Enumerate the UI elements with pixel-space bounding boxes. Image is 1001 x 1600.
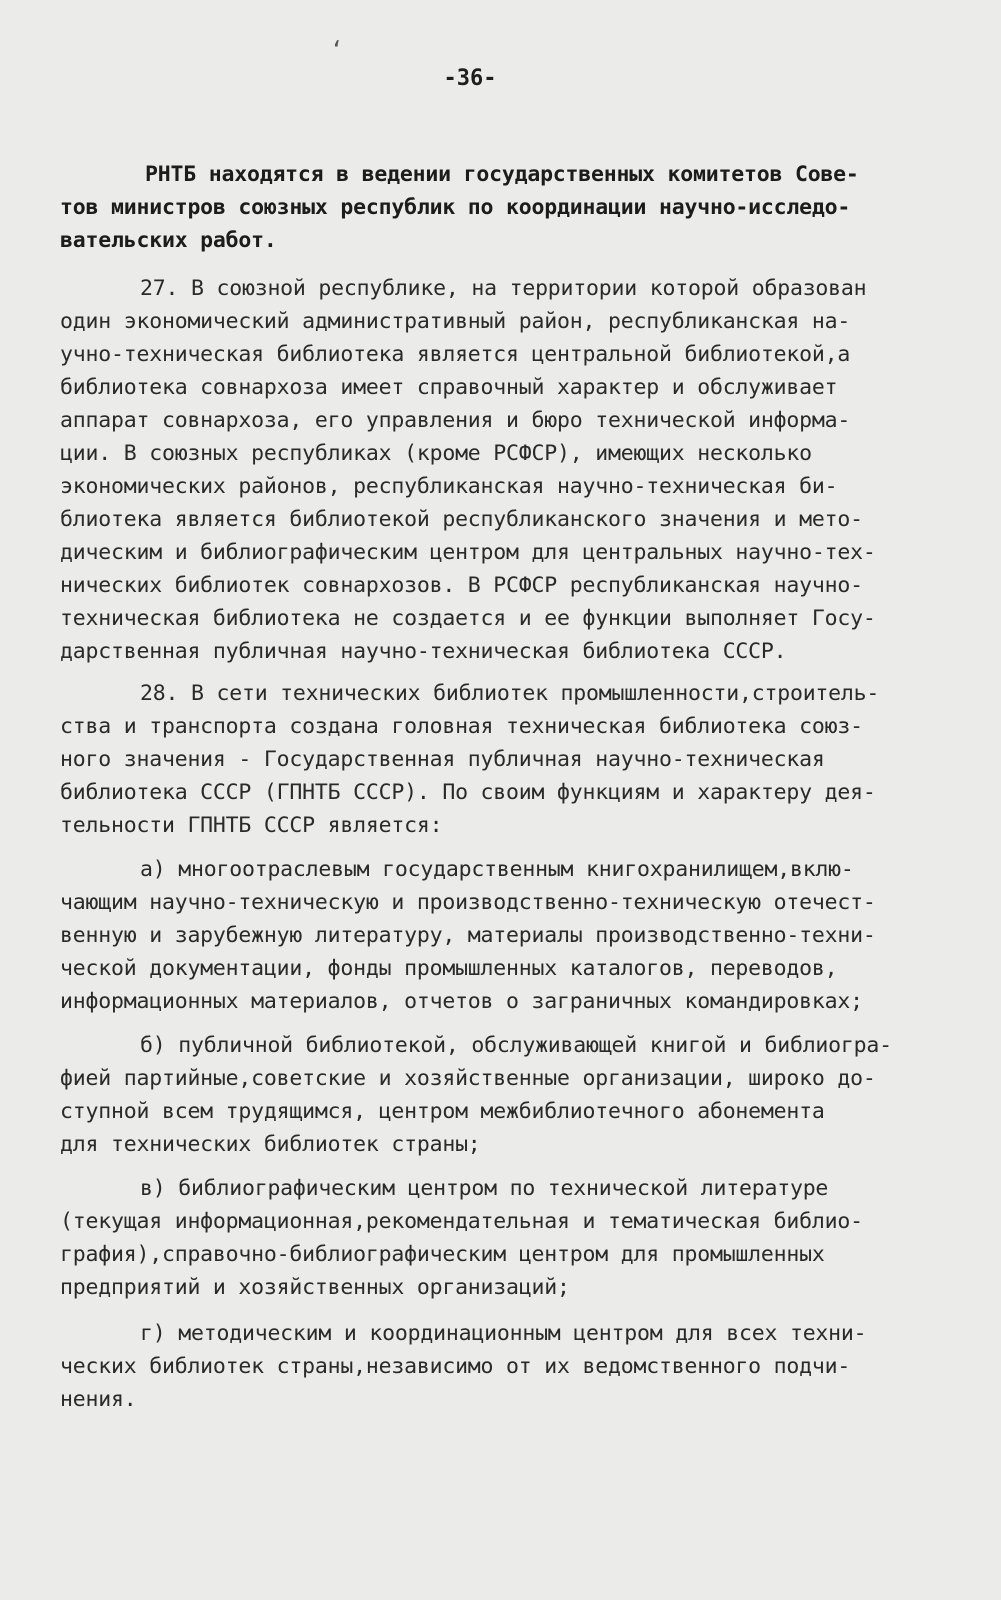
text-line: нических библиотек совнархозов. В РСФСР республиканская научно-: [60, 573, 863, 598]
text-line: 27. В союзной республике, на территории которой образован: [140, 276, 867, 301]
text-line: дическим и библиографическим центром для центральных научно-тех-: [60, 540, 876, 565]
text-line: предприятий и хозяйственных организаций;: [60, 1275, 570, 1300]
text-line: г) методическим и координационным центром для всех техни-: [140, 1321, 867, 1346]
text-line: ческой документации, фонды промышленных каталогов, переводов,: [60, 956, 838, 981]
text-line: РНТБ находятся в ведении государственных комитетов Сове-: [145, 162, 859, 187]
text-line: фией партийные,советские и хозяйственные организации, широко до-: [60, 1066, 876, 1091]
text-line: экономических районов, республиканская научно-техническая би-: [60, 474, 838, 499]
text-line: тов министров союзных республик по координации научно-исследо-: [60, 195, 851, 220]
text-line: тельности ГПНТБ СССР является:: [60, 813, 443, 838]
text-line: аппарат совнархоза, его управления и бюро технической информа-: [60, 408, 851, 433]
text-line: библиотека совнархоза имеет справочный характер и обслуживает: [60, 375, 838, 400]
text-line: вательских работ.: [60, 228, 277, 253]
text-line: нения.: [60, 1387, 137, 1412]
text-line: чающим научно-техническую и производственно-техническую отечест-: [60, 890, 876, 915]
text-line: ческих библиотек страны,независимо от их ведомственного подчи-: [60, 1354, 851, 1379]
text-line: дарственная публичная научно-техническая библиотека СССР.: [60, 639, 787, 664]
text-line: информационных материалов, отчетов о заграничных командировках;: [60, 989, 863, 1014]
text-line: ции. В союзных республиках (кроме РСФСР), имеющих несколько: [60, 441, 812, 466]
text-line: б) публичной библиотекой, обслуживающей книгой и библиогра-: [140, 1033, 892, 1058]
text-line: графия),справочно-библиографическим центром для промышленных: [60, 1242, 825, 1267]
text-line: библиотека СССР (ГПНТБ СССР). По своим функциям и характеру дея-: [60, 780, 876, 805]
text-line: ства и транспорта создана головная техническая библиотека союз-: [60, 714, 863, 739]
text-line: техническая библиотека не создается и ее функции выполняет Госу-: [60, 606, 876, 631]
text-line: 28. В сети технических библиотек промышленности,строитель-: [140, 681, 880, 706]
text-line: ного значения - Государственная публичная научно-техническая: [60, 747, 825, 772]
text-line: ступной всем трудящимся, центром межбиблиотечного абонемента: [60, 1099, 825, 1124]
text-line: один экономический административный район, республиканская на-: [60, 309, 851, 334]
text-line: венную и зарубежную литературу, материалы производственно-техни-: [60, 923, 876, 948]
text-line: блиотека является библиотекой республиканского значения и мето-: [60, 507, 863, 532]
text-line: в) библиографическим центром по технической литературе: [140, 1176, 829, 1201]
text-line: а) многоотраслевым государственным книгохранилищем,вклю-: [140, 857, 854, 882]
pencil-mark-icon: ʻ: [330, 38, 344, 63]
text-line: для технических библиотек страны;: [60, 1132, 481, 1157]
page-number: -36-: [443, 66, 497, 91]
text-line: (текущая информационная,рекомендательная и тематическая библио-: [60, 1209, 863, 1234]
text-line: учно-техническая библиотека является центральной библиотекой,а: [60, 342, 851, 367]
